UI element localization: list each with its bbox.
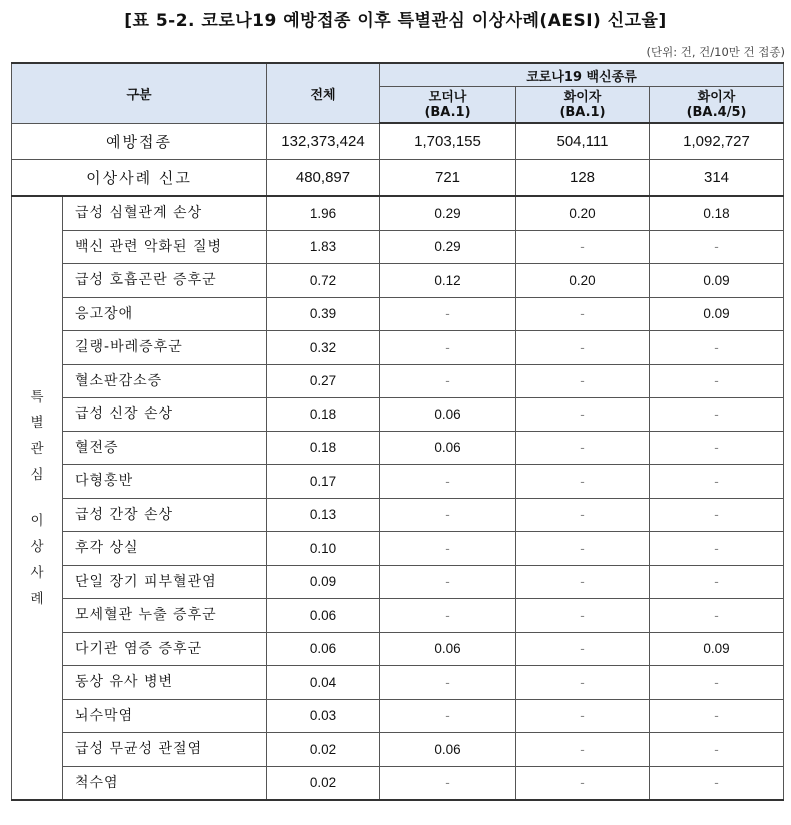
event-name: 모세혈관 누출 증후군 [63, 599, 267, 633]
event-name: 다기관 염증 증후군 [63, 632, 267, 666]
event-vaccine-rate: - [650, 766, 784, 800]
table-row [12, 196, 784, 230]
summary-value: 1,092,727 [650, 123, 784, 160]
event-vaccine-rate: - [516, 297, 650, 331]
side-label-gap [12, 488, 62, 508]
summary-value: 1,703,155 [380, 123, 516, 160]
event-vaccine-rate: - [516, 666, 650, 700]
table-row [12, 398, 784, 432]
event-name: 다형홍반 [63, 465, 267, 499]
event-total-rate: 0.03 [267, 699, 380, 733]
event-total-rate: 0.27 [267, 364, 380, 398]
event-vaccine-rate: - [380, 565, 516, 599]
event-vaccine-rate: - [650, 699, 784, 733]
event-vaccine-rate: - [650, 565, 784, 599]
event-vaccine-rate: - [380, 364, 516, 398]
event-vaccine-rate: 0.09 [650, 632, 784, 666]
event-total-rate: 0.39 [267, 297, 380, 331]
event-vaccine-rate: - [380, 699, 516, 733]
event-vaccine-rate: 0.29 [380, 196, 516, 230]
event-vaccine-rate: - [516, 331, 650, 365]
event-total-rate: 0.06 [267, 632, 380, 666]
table-row [12, 331, 784, 365]
event-name: 뇌수막염 [63, 699, 267, 733]
event-vaccine-rate: - [380, 599, 516, 633]
table-row [12, 264, 784, 298]
event-name: 급성 간장 손상 [63, 498, 267, 532]
event-vaccine-rate: - [650, 465, 784, 499]
side-label-aesi [12, 196, 63, 800]
event-vaccine-rate: 0.06 [380, 398, 516, 432]
header-vaccine-pfizer-ba45: 화이자 (BA.4/5) [650, 87, 784, 124]
side-label-char: 특 [30, 389, 44, 405]
event-vaccine-rate: - [380, 331, 516, 365]
event-vaccine-rate: - [516, 364, 650, 398]
event-vaccine-rate: - [650, 398, 784, 432]
event-name: 혈전증 [63, 431, 267, 465]
table-title: [표 5-2. 코로나19 예방접종 이후 특별관심 이상사례(AESI) 신고율] [124, 11, 667, 31]
side-label-char: 이 [30, 513, 44, 529]
event-vaccine-rate: - [380, 532, 516, 566]
event-vaccine-rate: - [516, 632, 650, 666]
event-vaccine-rate: - [650, 666, 784, 700]
event-total-rate: 0.72 [267, 264, 380, 298]
event-vaccine-rate: - [516, 766, 650, 800]
event-vaccine-rate: 0.06 [380, 632, 516, 666]
event-name: 척수염 [63, 766, 267, 800]
event-vaccine-rate: - [516, 498, 650, 532]
event-name: 후각 상실 [63, 532, 267, 566]
event-name: 백신 관련 악화된 질병 [63, 230, 267, 264]
event-vaccine-rate: - [516, 465, 650, 499]
event-total-rate: 0.09 [267, 565, 380, 599]
event-vaccine-rate: - [516, 599, 650, 633]
header-vaccine-pfizer-ba1: 화이자 (BA.1) [516, 87, 650, 124]
header-vaccine-group: 코로나19 백신종류 [380, 63, 784, 87]
table-row [12, 766, 784, 800]
table-row [12, 666, 784, 700]
event-name: 급성 신장 손상 [63, 398, 267, 432]
event-vaccine-rate: - [650, 532, 784, 566]
event-total-rate: 0.13 [267, 498, 380, 532]
summary-value: 314 [650, 160, 784, 197]
table-row [12, 733, 784, 767]
header-category: 구분 [12, 63, 267, 123]
event-vaccine-rate: - [516, 431, 650, 465]
event-vaccine-rate: - [380, 766, 516, 800]
side-label-char: 별 [30, 415, 44, 431]
header-total: 전체 [267, 63, 380, 123]
summary-value: 504,111 [516, 123, 650, 160]
table-row [12, 498, 784, 532]
event-vaccine-rate: 0.20 [516, 196, 650, 230]
event-total-rate: 0.17 [267, 465, 380, 499]
event-vaccine-rate: 0.12 [380, 264, 516, 298]
event-total-rate: 0.10 [267, 532, 380, 566]
event-vaccine-rate: - [380, 666, 516, 700]
table-row [12, 632, 784, 666]
event-vaccine-rate: - [650, 498, 784, 532]
event-vaccine-rate: - [650, 733, 784, 767]
table-row [12, 431, 784, 465]
event-vaccine-rate: 0.09 [650, 297, 784, 331]
table-row [12, 699, 784, 733]
event-name: 길랭-바레증후군 [63, 331, 267, 365]
event-vaccine-rate: - [516, 230, 650, 264]
summary-row-vaccinations [12, 123, 784, 160]
event-name: 급성 심혈관계 손상 [63, 196, 267, 230]
event-name: 응고장애 [63, 297, 267, 331]
table-row [12, 565, 784, 599]
summary-label: 이상사례 신고 [12, 160, 267, 197]
event-total-rate: 0.18 [267, 398, 380, 432]
event-name: 단일 장기 피부혈관염 [63, 565, 267, 599]
event-name: 급성 호흡곤란 증후군 [63, 264, 267, 298]
unit-note: (단위: 건, 건/10만 건 접종) [646, 45, 785, 59]
event-vaccine-rate: - [650, 331, 784, 365]
event-vaccine-rate: - [380, 297, 516, 331]
summary-value: 128 [516, 160, 650, 197]
event-vaccine-rate: - [380, 465, 516, 499]
event-vaccine-rate: 0.09 [650, 264, 784, 298]
event-total-rate: 1.96 [267, 196, 380, 230]
event-vaccine-rate: - [516, 699, 650, 733]
event-name: 혈소판감소증 [63, 364, 267, 398]
event-total-rate: 0.18 [267, 431, 380, 465]
event-vaccine-rate: 0.06 [380, 431, 516, 465]
side-label-char: 심 [30, 467, 44, 483]
summary-total: 132,373,424 [267, 123, 380, 160]
event-name: 동상 유사 병변 [63, 666, 267, 700]
event-vaccine-rate: 0.18 [650, 196, 784, 230]
event-vaccine-rate: - [516, 565, 650, 599]
event-vaccine-rate: - [516, 733, 650, 767]
event-total-rate: 0.02 [267, 733, 380, 767]
summary-row-reports [12, 160, 784, 197]
event-vaccine-rate: - [650, 364, 784, 398]
event-total-rate: 0.06 [267, 599, 380, 633]
table-row [12, 364, 784, 398]
side-label-char: 관 [30, 441, 44, 457]
side-label-char: 례 [30, 591, 44, 607]
event-vaccine-rate: - [650, 230, 784, 264]
event-vaccine-rate: 0.20 [516, 264, 650, 298]
event-vaccine-rate: 0.29 [380, 230, 516, 264]
event-vaccine-rate: - [516, 532, 650, 566]
summary-value: 721 [380, 160, 516, 197]
header-vaccine-moderna-ba1: 모더나 (BA.1) [380, 87, 516, 124]
event-total-rate: 1.83 [267, 230, 380, 264]
event-vaccine-rate: - [516, 398, 650, 432]
side-label-char: 사 [30, 565, 44, 581]
event-vaccine-rate: - [380, 498, 516, 532]
event-total-rate: 0.32 [267, 331, 380, 365]
table-row [12, 465, 784, 499]
table-row [12, 230, 784, 264]
side-label-char: 상 [30, 539, 44, 555]
aesi-report-table [11, 62, 784, 801]
event-vaccine-rate: 0.06 [380, 733, 516, 767]
table-row [12, 297, 784, 331]
event-vaccine-rate: - [650, 599, 784, 633]
event-name: 급성 무균성 관절염 [63, 733, 267, 767]
summary-total: 480,897 [267, 160, 380, 197]
event-total-rate: 0.02 [267, 766, 380, 800]
table-row [12, 599, 784, 633]
table-row [12, 532, 784, 566]
summary-label: 예방접종 [12, 123, 267, 160]
event-total-rate: 0.04 [267, 666, 380, 700]
event-vaccine-rate: - [650, 431, 784, 465]
